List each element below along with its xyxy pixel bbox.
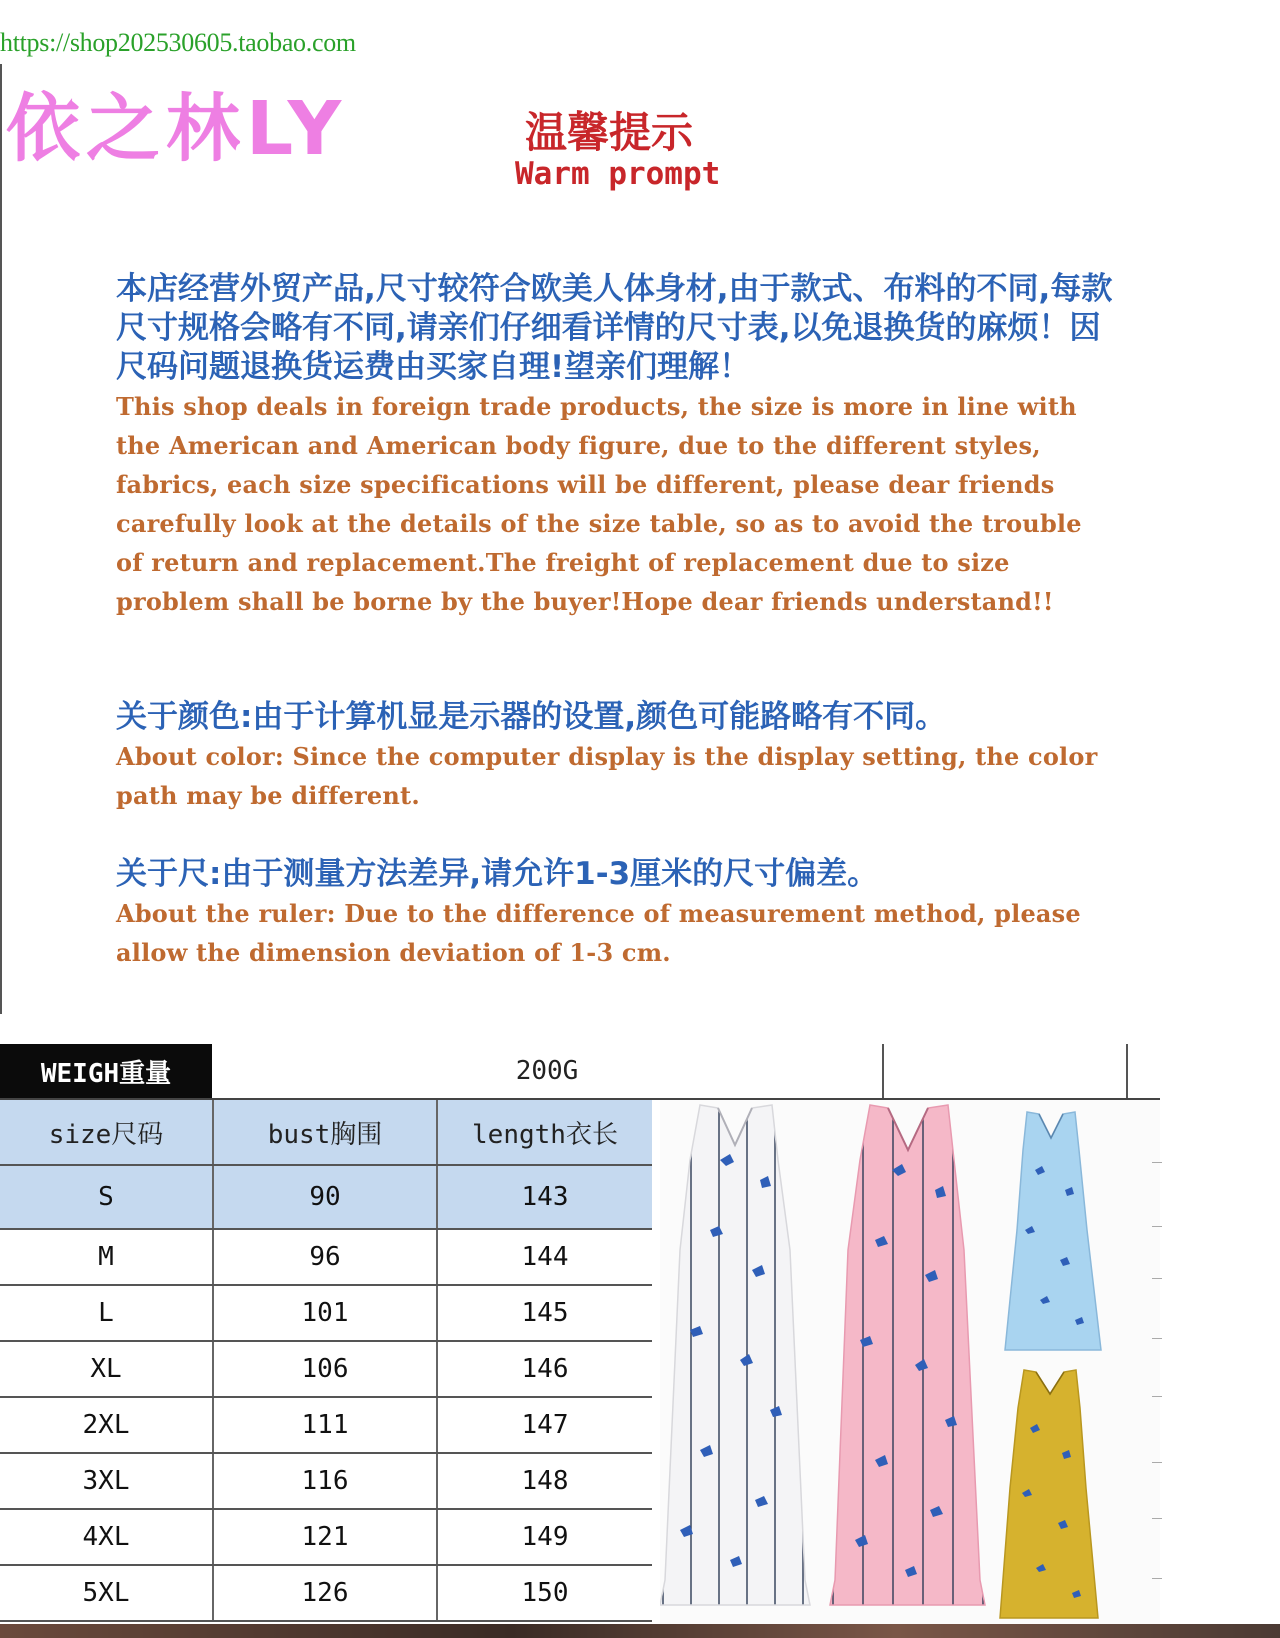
- weight-value: 200G: [212, 1044, 884, 1098]
- notice-main-en: This shop deals in foreign trade products, the size is more in line with the American and American body figure, due to the different styles, fabrics, each size specifications will be different, please dear friends carefully look at the details of the size table, so as to avoid the trouble of return and replacement.The freight of replacement due to size problem shall be borne by the buyer!Hope dear friends understand!!: [116, 392, 1082, 616]
- length-cell: 150: [437, 1565, 652, 1621]
- bust-cell: 116: [213, 1453, 437, 1509]
- shop-logo: 依之林LY: [6, 86, 348, 172]
- header-bust: bust胸围: [213, 1100, 437, 1165]
- table-row: [0, 1285, 652, 1341]
- length-cell: 146: [437, 1341, 652, 1397]
- left-border-line: [0, 64, 2, 1014]
- bust-cell: 90: [213, 1165, 437, 1229]
- bottom-photo-strip: [0, 1624, 1280, 1638]
- weight-row: [0, 1044, 1128, 1098]
- table-row: [0, 1229, 652, 1285]
- notice-main-cn: 本店经营外贸产品,尺寸较符合欧美人体身材,由于款式、布料的不同,每款尺寸规格会略有不同,请亲们仔细看详情的尺寸表,以免退换货的麻烦！因尺码问题退换货运费由买家自理!望亲们理解！: [116, 271, 1113, 385]
- notice-color-en: About color: Since the computer display is the display setting, the color path may be different.: [116, 742, 1098, 810]
- weight-empty-cell: [884, 1044, 1128, 1098]
- bust-cell: 126: [213, 1565, 437, 1621]
- size-table: [0, 1100, 652, 1622]
- tick-mark: [1152, 1338, 1162, 1339]
- tick-mark: [1152, 1462, 1162, 1463]
- bust-cell: 96: [213, 1229, 437, 1285]
- bust-cell: 111: [213, 1397, 437, 1453]
- notice-color: [116, 698, 1116, 815]
- size-table-header: [0, 1100, 652, 1165]
- length-cell: 145: [437, 1285, 652, 1341]
- photo-edge-ticks: [1152, 1100, 1164, 1620]
- dress-illustrations: [660, 1100, 1160, 1628]
- size-cell: 2XL: [0, 1397, 213, 1453]
- size-cell: XL: [0, 1341, 213, 1397]
- table-row: [0, 1509, 652, 1565]
- size-cell: S: [0, 1165, 213, 1229]
- bust-cell: 101: [213, 1285, 437, 1341]
- table-row: [0, 1165, 652, 1229]
- weight-label: WEIGH重量: [0, 1044, 212, 1098]
- header-size: size尺码: [0, 1100, 213, 1165]
- length-cell: 149: [437, 1509, 652, 1565]
- notice-title-en: Warm prompt: [515, 156, 721, 192]
- table-row: [0, 1453, 652, 1509]
- size-cell: 4XL: [0, 1509, 213, 1565]
- shop-url[interactable]: https://shop202530605.taobao.com: [0, 28, 356, 57]
- tick-mark: [1152, 1396, 1162, 1397]
- table-row: [0, 1341, 652, 1397]
- length-cell: 147: [437, 1397, 652, 1453]
- header-length: length衣长: [437, 1100, 652, 1165]
- notice-main: [116, 270, 1116, 621]
- notice-ruler-cn: 关于尺:由于测量方法差异,请允许1-3厘米的尺寸偏差。: [116, 856, 879, 892]
- tick-mark: [1152, 1226, 1162, 1227]
- notice-ruler: [116, 855, 1116, 972]
- bust-cell: 106: [213, 1341, 437, 1397]
- tick-mark: [1152, 1518, 1162, 1519]
- blue-dress: [1005, 1112, 1101, 1350]
- table-row: [0, 1565, 652, 1621]
- tick-mark: [1152, 1578, 1162, 1579]
- notice-ruler-en: About the ruler: Due to the difference of measurement method, please allow the dimension deviation of 1-3 cm.: [116, 899, 1081, 967]
- table-row: [0, 1397, 652, 1453]
- notice-color-cn: 关于颜色:由于计算机显是示器的设置,颜色可能路略有不同。: [116, 699, 947, 735]
- pink-dress: [830, 1105, 985, 1605]
- white-dress: [660, 1105, 810, 1605]
- tick-mark: [1152, 1278, 1162, 1279]
- product-photos: [660, 1100, 1160, 1628]
- length-cell: 143: [437, 1165, 652, 1229]
- size-cell: 3XL: [0, 1453, 213, 1509]
- yellow-dress: [1000, 1370, 1098, 1618]
- size-cell: 5XL: [0, 1565, 213, 1621]
- tick-mark: [1152, 1162, 1162, 1163]
- size-cell: L: [0, 1285, 213, 1341]
- notice-title-cn: 温馨提示: [525, 108, 694, 157]
- bust-cell: 121: [213, 1509, 437, 1565]
- length-cell: 144: [437, 1229, 652, 1285]
- length-cell: 148: [437, 1453, 652, 1509]
- size-cell: M: [0, 1229, 213, 1285]
